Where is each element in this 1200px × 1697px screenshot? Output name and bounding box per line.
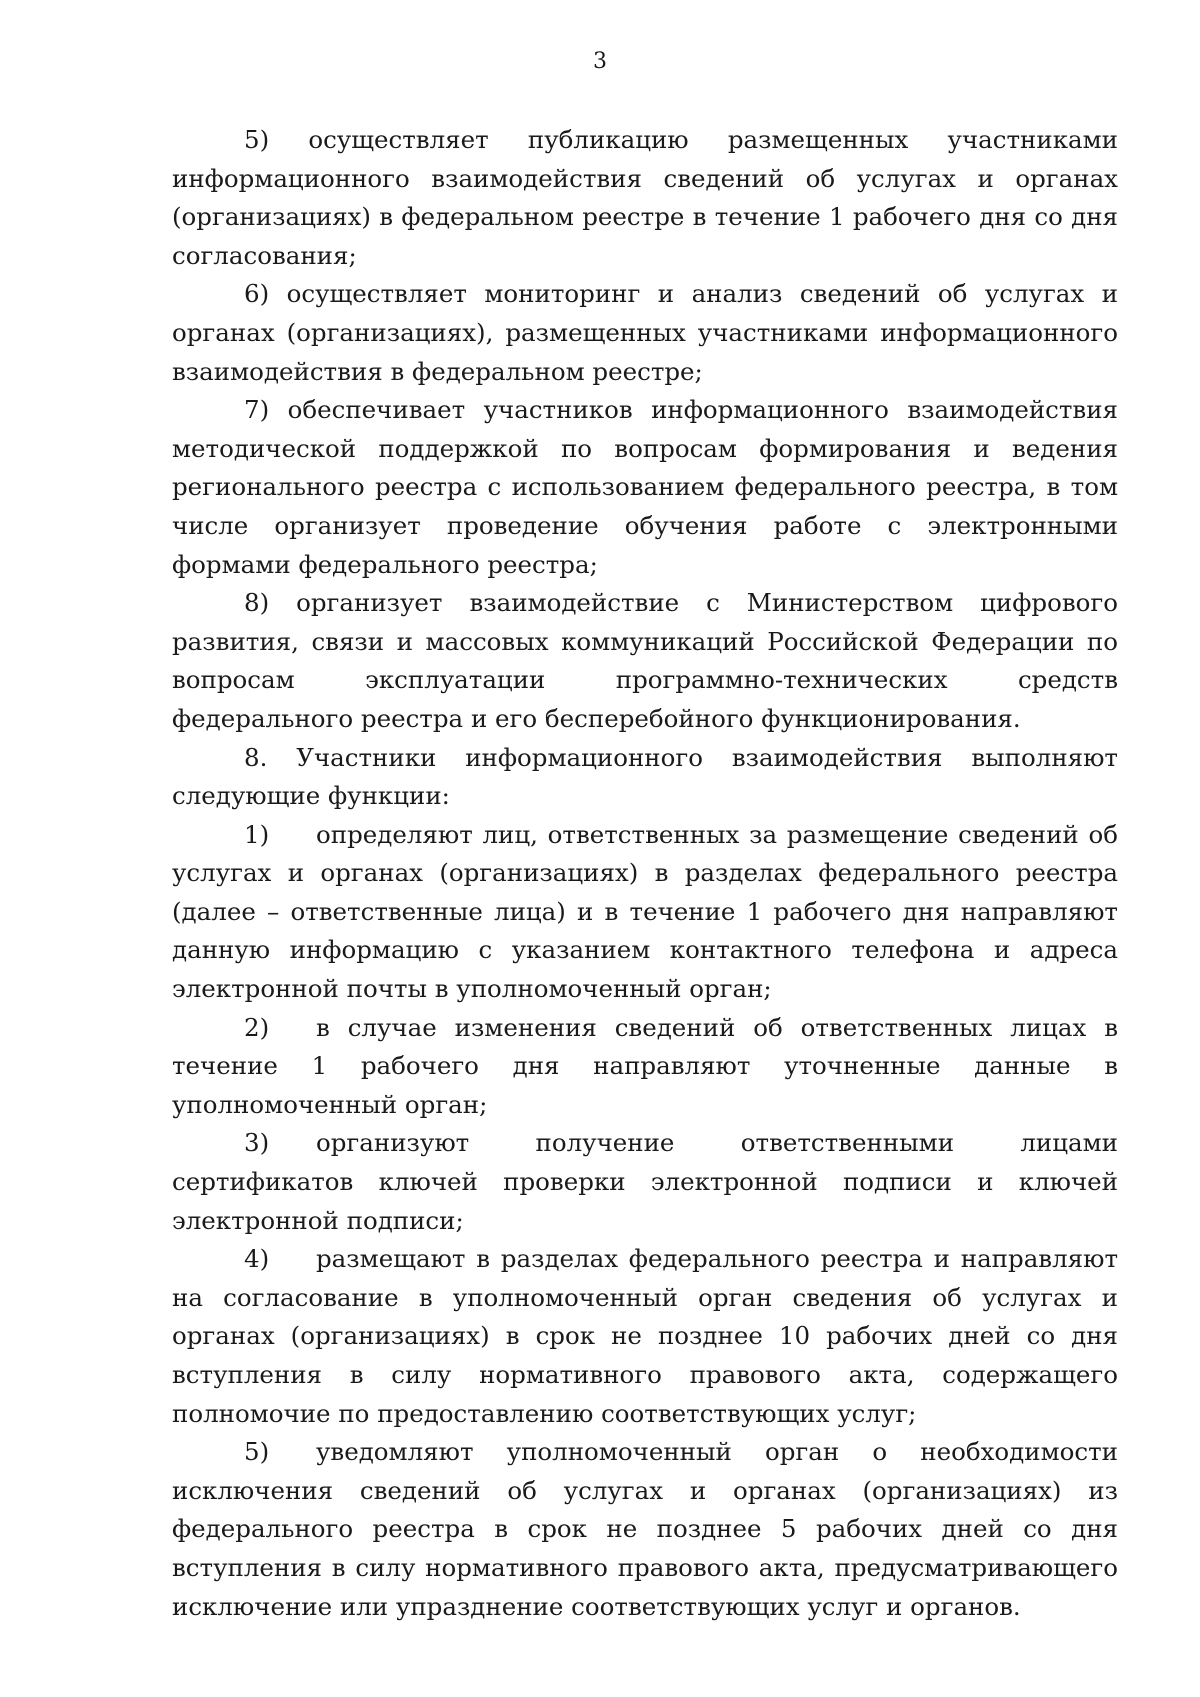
item-number: 2) bbox=[244, 1012, 270, 1042]
paragraph-8-3 bbox=[172, 1124, 1118, 1240]
paragraph-text: организуют получение ответственными лицами сертификатов ключей проверки электронной подписи и ключей электронной подписи; bbox=[172, 1128, 1118, 1235]
paragraph-text: 6) осуществляет мониторинг и анализ сведений об услугах и органах (организациях), размещенных участниками информационного взаимодействия в федеральном реестре; bbox=[172, 279, 1118, 386]
paragraph-8-4 bbox=[172, 1240, 1118, 1433]
paragraph-text: уведомляют уполномоченный орган о необходимости исключения сведений об услугах и органах (организациях) из федерального реестра в срок не позднее 5 рабочих дней со дня вступления в силу нормативного правового акта, предусматривающего исключение или упразднение соответствующих услуг и органов. bbox=[172, 1437, 1118, 1621]
paragraph-text: 7) обеспечивает участников информационного взаимодействия методической поддержкой по вопросам формирования и ведения регионального реестра с использованием федерального реестра, в том числе организует проведение обучения работе с электронными формами федерального реестра; bbox=[172, 395, 1118, 579]
paragraph-text: 5) осуществляет публикацию размещенных участниками информационного взаимодействия сведений об услугах и органах (организациях) в федеральном реестре в течение 1 рабочего дня со дня согласования; bbox=[172, 125, 1118, 270]
page-number: 3 bbox=[593, 49, 607, 74]
item-number: 3) bbox=[244, 1128, 270, 1158]
paragraph-8-2 bbox=[172, 1009, 1118, 1125]
item-number: 4) bbox=[244, 1244, 270, 1274]
paragraph-text: в случае изменения сведений об ответственных лицах в течение 1 рабочего дня направляют уточненные данные в уполномоченный орган; bbox=[172, 1012, 1118, 1119]
item-number: 5) bbox=[244, 1437, 270, 1467]
document-body bbox=[172, 121, 1118, 1626]
paragraph-8-1 bbox=[172, 816, 1118, 1009]
paragraph-7-6 bbox=[172, 275, 1118, 391]
paragraph-7-7 bbox=[172, 391, 1118, 584]
paragraph-text: определяют лиц, ответственных за размещение сведений об услугах и органах (организациях) в разделах федерального реестра (далее – ответственные лица) и в течение 1 рабочего дня направляют данную информацию с указанием контактного телефона и адреса электронной почты в уполномоченный орган; bbox=[172, 819, 1118, 1004]
paragraph-8-heading bbox=[172, 739, 1118, 816]
paragraph-7-8 bbox=[172, 584, 1118, 738]
paragraph-text: 8. Участники информационного взаимодействия выполняют следующие функции: bbox=[172, 742, 1118, 811]
paragraph-text: размещают в разделах федерального реестра и направляют на согласование в уполномоченный орган сведения об услугах и органах (организациях) в срок не позднее 10 рабочих дней со дня вступления в силу нормативного правового акта, содержащего полномочие по предоставлению соответствующих услуг; bbox=[172, 1244, 1118, 1428]
paragraph-8-5 bbox=[172, 1433, 1118, 1626]
paragraph-text: 8) организует взаимодействие с Министерством цифрового развития, связи и массовых коммуникаций Российской Федерации по вопросам эксплуатации программно-технических средств федерального реестра и его бесперебойного функционирования. bbox=[172, 588, 1118, 733]
item-number: 1) bbox=[244, 819, 270, 849]
paragraph-7-5 bbox=[172, 121, 1118, 275]
